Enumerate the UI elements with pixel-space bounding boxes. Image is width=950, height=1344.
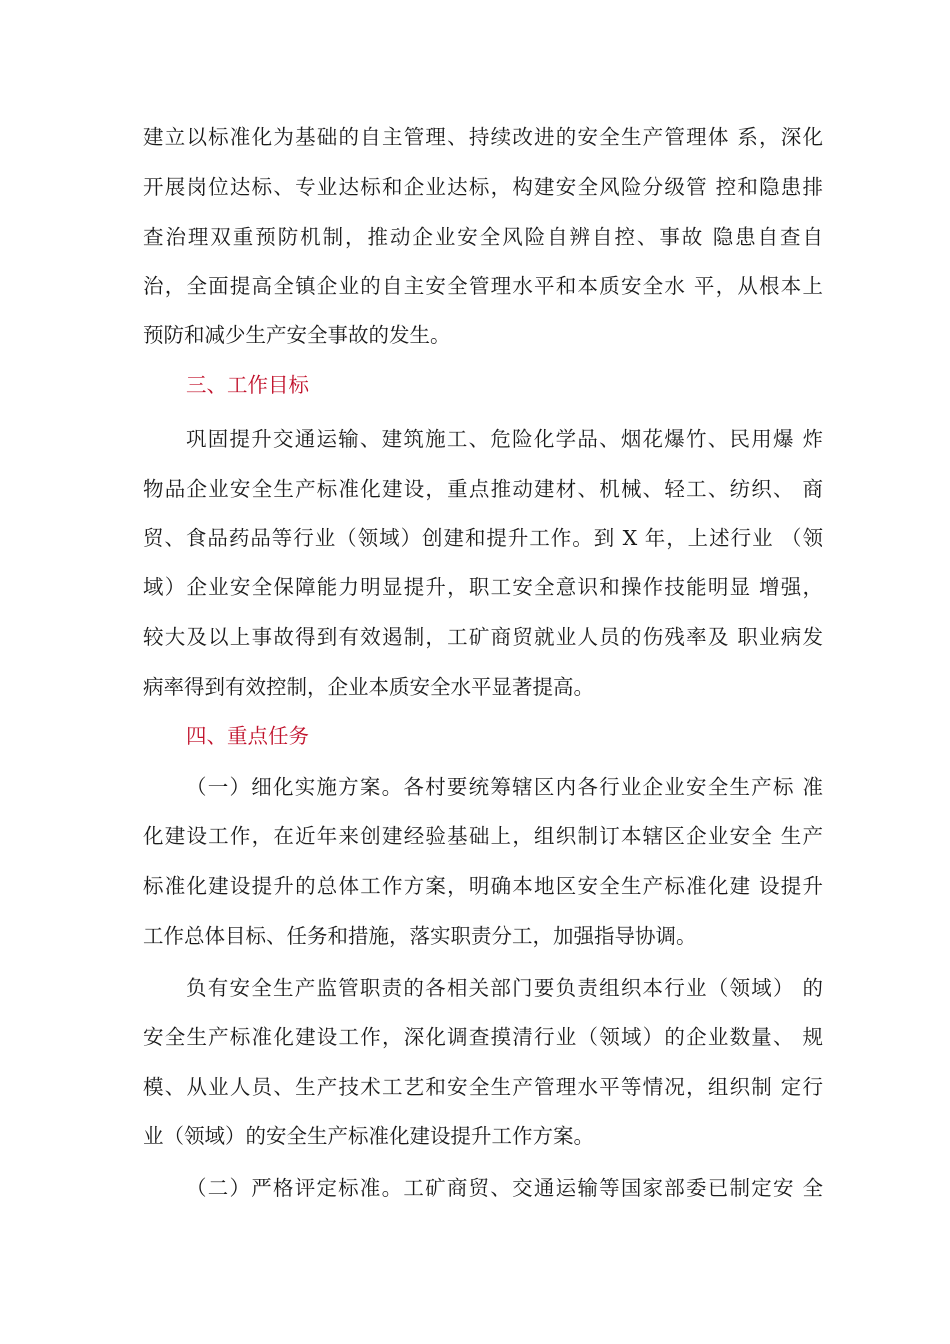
paragraph-line: 域）企业安全保障能力明显提升，职工安全意识和操作技能明显 增强， [143,575,823,599]
section-heading-tasks: 四、重点任务 [186,724,309,748]
paragraph-line: 巩固提升交通运输、建筑施工、危险化学品、烟花爆竹、民用爆 炸 [186,427,823,451]
paragraph-line: 预防和减少生产安全事故的发生。 [143,323,451,347]
paragraph-line: 负有安全生产监管职责的各相关部门要负责组织本行业（领域） 的 [186,976,823,1000]
paragraph-line: （一）细化实施方案。各村要统筹辖区内各行业企业安全生产标 准 [186,775,823,799]
paragraph-line: 业（领域）的安全生产标准化建设提升工作方案。 [143,1124,594,1148]
paragraph-line: 贸、食品药品等行业（领域）创建和提升工作。到 X 年，上述行业 （领 [143,526,823,550]
paragraph-line: 安全生产标准化建设工作，深化调查摸清行业（领域）的企业数量、 规 [143,1025,823,1049]
paragraph-line: 开展岗位达标、专业达标和企业达标，构建安全风险分级管 控和隐患排 [143,175,823,199]
paragraph-line: 较大及以上事故得到有效遏制，工矿商贸就业人员的伤残率及 职业病发 [143,625,823,649]
paragraph-line: 工作总体目标、任务和措施，落实职责分工，加强指导协调。 [143,924,697,948]
paragraph-line: 治，全面提高全镇企业的自主安全管理水平和本质安全水 平，从根本上 [143,274,823,298]
paragraph-line: 物品企业安全生产标准化建设，重点推动建材、机械、轻工、纺织、 商 [143,477,823,501]
section-heading-goals: 三、工作目标 [186,373,309,397]
paragraph-line: 病率得到有效控制，企业本质安全水平显著提高。 [143,675,594,699]
paragraph-line: 模、从业人员、生产技术工艺和安全生产管理水平等情况，组织制 定行 [143,1075,823,1099]
paragraph-line: 建立以标准化为基础的自主管理、持续改进的安全生产管理体 系，深化 [143,125,823,149]
paragraph-line: （二）严格评定标准。工矿商贸、交通运输等国家部委已制定安 全 [186,1176,823,1200]
paragraph-line: 标准化建设提升的总体工作方案，明确本地区安全生产标准化建 设提升 [143,874,823,898]
paragraph-line: 查治理双重预防机制，推动企业安全风险自辨自控、事故 隐患自查自 [143,225,823,249]
paragraph-line: 化建设工作，在近年来创建经验基础上，组织制订本辖区企业安全 生产 [143,824,823,848]
